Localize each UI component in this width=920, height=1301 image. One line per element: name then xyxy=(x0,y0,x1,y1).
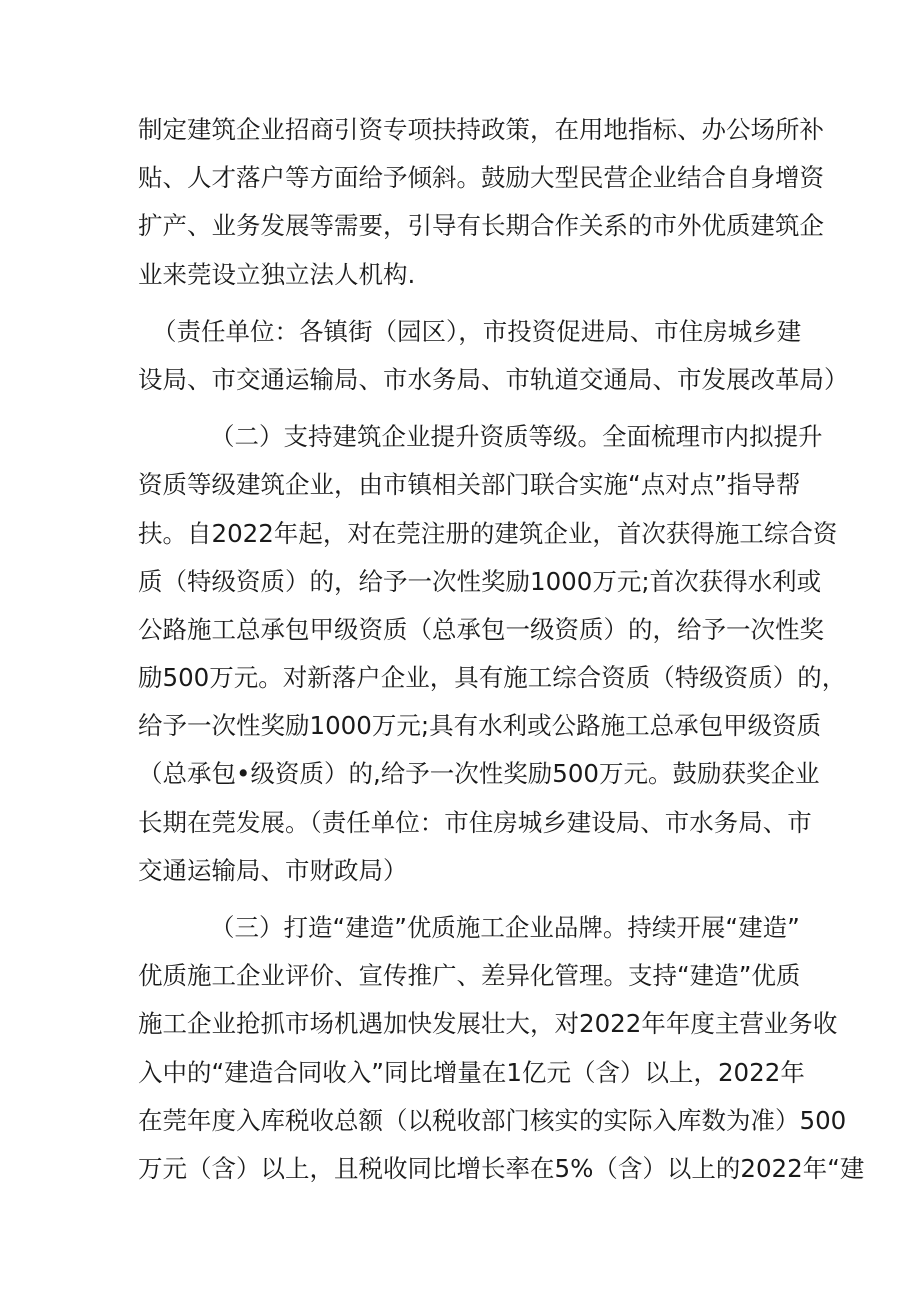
text-line: 励500万元。对新落户企业，具有施工综合资质（特级资质）的， xyxy=(138,663,847,693)
paragraph-2-responsible-units xyxy=(138,308,849,404)
text-line: 万元（含）以上，且税收同比增长率在5%（含）以上的2022年“建 xyxy=(138,1153,865,1183)
text-line: 施工企业抢抓市场机遇加快发展壮大，对2022年年度主营业务收 xyxy=(138,1009,838,1039)
text-line: 入中的“建造合同收入”同比增量在1亿元（含）以上，2022年 xyxy=(138,1057,805,1087)
text-line: 扩产、业务发展等需要，引导有长期合作关系的市外优质建筑企 xyxy=(138,211,824,241)
text-line: 贴、人才落户等方面给予倾斜。鼓励大型民营企业结合自身增资 xyxy=(138,163,824,193)
text-line: 给予一次性奖励1000万元;具有水利或公路施工总承包甲级资质 xyxy=(138,711,822,741)
text-line: 交通运输局、市财政局） xyxy=(138,855,408,885)
paragraph-3-qualification xyxy=(138,413,847,895)
text-line: （三）打造“建造”优质施工企业品牌。持续开展“建造” xyxy=(210,913,800,942)
text-line: 长期在莞发展。（责任单位：市住房城乡建设局、市水务局、市 xyxy=(138,807,812,837)
document-body xyxy=(138,106,865,1193)
text-line: 扶。自2022年起，对在莞注册的建筑企业，首次获得施工综合资 xyxy=(138,518,838,548)
text-line: 设局、市交通运输局、市水务局、市轨道交通局、市发展改革局） xyxy=(138,364,849,394)
text-line: （责任单位：各镇街（园区），市投资促进局、市住房城乡建 xyxy=(152,316,802,346)
text-line: 业来莞设立独立法人机构. xyxy=(138,259,416,289)
text-line: 质（特级资质）的，给予一次性奖励1000万元;首次获得水利或 xyxy=(138,566,822,596)
text-line: 优质施工企业评价、宣传推广、差异化管理。支持“建造”优质 xyxy=(138,961,801,991)
text-line: 在莞年度入库税收总额（以税收部门核实的实际入库数为准）500 xyxy=(138,1105,847,1135)
text-line: 公路施工总承包甲级资质（总承包一级资质）的，给予一次性奖 xyxy=(138,614,824,644)
paragraph-4-brand xyxy=(138,904,865,1193)
text-line: （二）支持建筑企业提升资质等级。全面梳理市内拟提升 xyxy=(210,422,823,452)
text-line: （总承包•级资质）的,给予一次性奖励500万元。鼓励获奖企业 xyxy=(138,759,820,789)
paragraph-1 xyxy=(138,106,824,299)
text-line: 资质等级建筑企业，由市镇相关部门联合实施“点对点”指导帮 xyxy=(138,470,801,500)
text-line: 制定建筑企业招商引资专项扶持政策，在用地指标、办公场所补 xyxy=(138,115,824,144)
